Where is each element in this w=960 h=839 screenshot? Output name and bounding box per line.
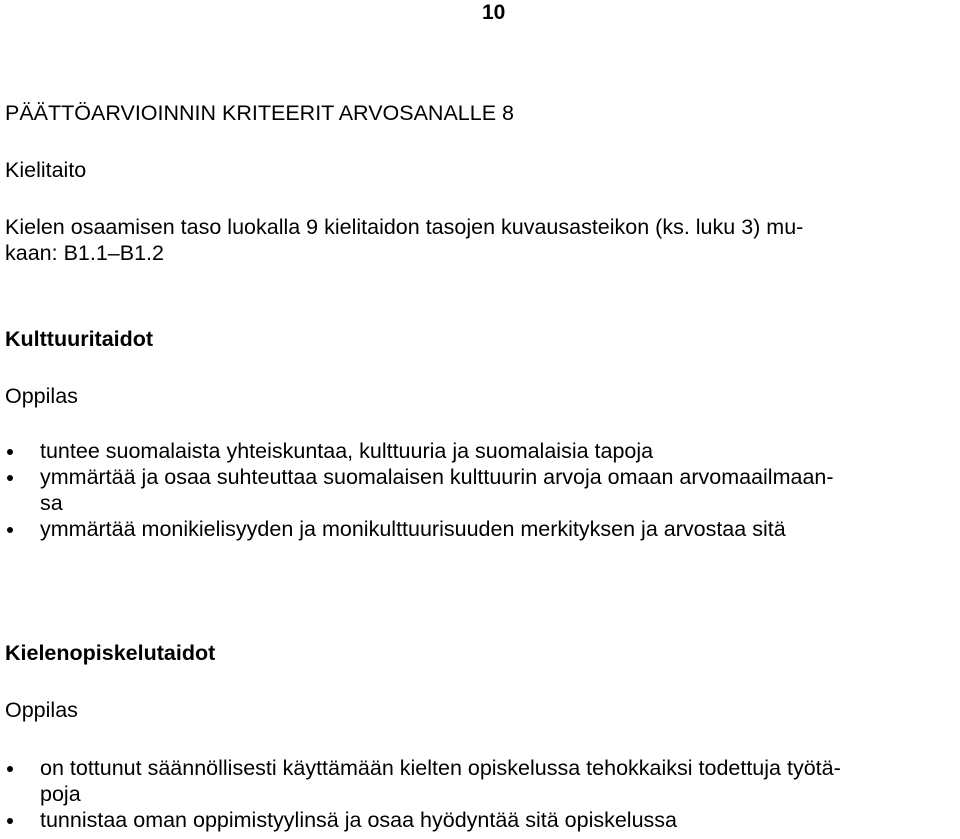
list-item (0, 755, 960, 807)
section-title-kielenopiskelutaidot: Kielenopiskelutaidot (5, 641, 216, 665)
list-item (0, 464, 960, 516)
list-item (0, 516, 960, 542)
section-title-kulttuuritaidot: Kulttuuritaidot (5, 327, 154, 351)
page-number: 10 (482, 1, 506, 24)
bullet-icon (7, 527, 13, 533)
level-description-line: kaan: B1.1–B1.2 (5, 241, 164, 265)
list-item-line: poja (40, 782, 81, 806)
subject-title: Kielitaito (5, 158, 87, 182)
document-heading: PÄÄTTÖARVIOINNIN KRITEERIT ARVOSANALLE 8 (5, 101, 514, 125)
bullet-icon (7, 766, 13, 772)
list-item-line: on tottunut säännöllisesti käyttämään kielten opiskelussa tehokkaiksi todettuja työtä- (40, 756, 841, 780)
list-item-line: ymmärtää ja osaa suhteuttaa suomalaisen kulttuurin arvoja omaan arvomaailmaan- (40, 465, 834, 489)
section-subtitle: Oppilas (5, 698, 78, 722)
list-item-line: tunnistaa oman oppimistyylinsä ja osaa hyödyntää sitä opiskelussa (40, 808, 678, 832)
list-item (0, 807, 960, 833)
list-item-line: ymmärtää monikielisyyden ja monikulttuurisuuden merkityksen ja arvostaa sitä (40, 517, 786, 541)
bullet-icon (7, 818, 13, 824)
bullet-icon (7, 449, 13, 455)
criteria-list-kulttuuritaidot (0, 438, 960, 542)
list-item (0, 438, 960, 464)
bullet-icon (7, 475, 13, 481)
list-item-line: tuntee suomalaista yhteiskuntaa, kulttuuria ja suomalaisia tapoja (40, 439, 654, 463)
level-description (5, 214, 925, 266)
level-description-line: Kielen osaamisen taso luokalla 9 kielitaidon tasojen kuvausasteikon (ks. luku 3) mu- (5, 215, 804, 239)
section-subtitle: Oppilas (5, 384, 78, 408)
list-item-line: sa (40, 491, 63, 515)
criteria-list-kielenopiskelutaidot (0, 755, 960, 833)
